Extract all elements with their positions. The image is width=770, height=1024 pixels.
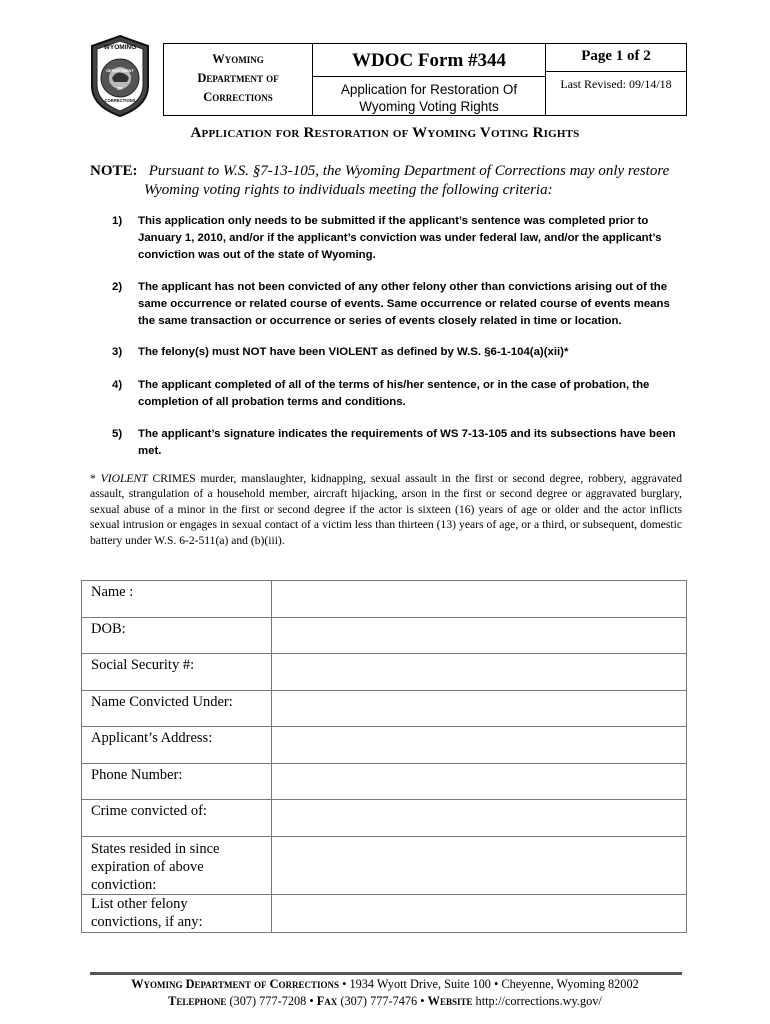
dept-line-3: Corrections: [203, 90, 273, 104]
criteria-num: 5): [112, 428, 123, 440]
criteria-line: The felony(s) must NOT have been VIOLENT as defined by W.S. §6-1-104(a)(xii)*: [138, 346, 569, 358]
logo-of-text: OF: [117, 86, 123, 91]
criteria-line: January 1, 2010, and/or if the applicant’s conviction was under federal law, and/or the applicant’s: [138, 232, 662, 244]
criteria-line: The applicant’s signature indicates the requirements of WS 7-13-105 and its subsections have been: [138, 428, 676, 440]
page-cell: [546, 44, 687, 116]
states-resided-field[interactable]: [272, 837, 687, 895]
header-table: [163, 43, 687, 116]
note-line-1: Pursuant to W.S. §7-13-105, the Wyoming Department of Corrections may only restore: [148, 163, 670, 179]
note-line-2: Wyoming voting rights to individuals meeting the following criteria:: [144, 182, 553, 198]
violent-text: CRIMES murder, manslaughter, kidnapping, sexual assault in the first or second degree, robbery, aggravated assault, strangulation of a household member, aircraft hijacking, arson in the first or second degree or aggravated burglary, sexual abuse of a minor in the first or second degree if the actor is sixteen (16) years of age or older and the actor inflicts sexual intrusion or engages in sexual contact of a victim less than thirteen (13) years of age, or a third, or subsequent, domestic battery under W.S. 6-2-511(a) and (b)(iii).: [90, 472, 682, 547]
form-cell: [313, 44, 546, 116]
name-label: Name :: [91, 584, 134, 600]
violent-label: VIOLENT: [100, 472, 148, 485]
dept-line-2: Department of: [197, 71, 279, 85]
field-label: [82, 691, 272, 727]
field-label: [82, 800, 272, 837]
dob-label: DOB:: [91, 621, 126, 637]
field-label: [82, 727, 272, 764]
form-subtitle: [313, 76, 545, 115]
ssn-label: Social Security #:: [91, 657, 195, 673]
footer-line-2: [0, 993, 770, 1010]
crime-label: Crime convicted of:: [91, 803, 207, 819]
name-convicted-field[interactable]: [272, 691, 687, 727]
dept-line-1: Wyoming: [212, 52, 264, 66]
criteria-num: 3): [112, 346, 123, 358]
logo-top-text: WYOMING: [103, 44, 137, 51]
field-label: [82, 618, 272, 654]
address-label: Applicant’s Address:: [91, 730, 213, 746]
footnote-star: *: [90, 472, 101, 485]
logo-bottom-text: CORRECTIONS: [104, 98, 136, 103]
criteria-num: 2): [112, 281, 123, 293]
logo-mid-text: DEPARTMENT: [106, 68, 134, 73]
other-felony-label: List other felony convictions, if any:: [91, 896, 203, 930]
other-felony-field[interactable]: [272, 895, 687, 933]
note-label: NOTE:: [90, 163, 138, 179]
address-field[interactable]: [272, 727, 687, 764]
field-label: [82, 581, 272, 618]
footer-fax-label: Fax: [316, 994, 338, 1008]
states-resided-label: States resided in since expiration of above conviction:: [91, 841, 220, 893]
wdoc-badge-logo: [88, 34, 152, 118]
form-subtitle-line-2: Wyoming Voting Rights: [359, 99, 499, 114]
ssn-field[interactable]: [272, 654, 687, 691]
department-cell: [164, 44, 313, 116]
note-block: [90, 162, 690, 200]
criteria-line: met.: [138, 445, 162, 457]
footer-org: Wyoming Department of Corrections: [131, 977, 340, 991]
footer-divider: [90, 972, 682, 975]
footer-address: • 1934 Wyott Drive, Suite 100 • Cheyenne, Wyoming 82002: [339, 977, 639, 991]
name-field[interactable]: [272, 581, 687, 618]
criteria-num: 4): [112, 379, 123, 391]
crime-field[interactable]: [272, 800, 687, 837]
field-label: [82, 654, 272, 691]
violent-crimes-definition: [90, 471, 682, 548]
criteria-line: This application only needs to be submitted if the applicant’s sentence was completed prior to: [138, 215, 649, 227]
criteria-line: completion of all probation terms and conditions.: [138, 396, 406, 408]
page-number: Page 1 of 2: [546, 48, 686, 72]
footer-web-label: Website: [427, 994, 473, 1008]
applicant-info-table: [81, 580, 687, 933]
footer-tel-label: Telephone: [168, 994, 227, 1008]
document-title: Application for Restoration of Wyoming Voting Rights: [190, 125, 580, 141]
last-revised: Last Revised: 09/14/18: [560, 77, 672, 91]
criteria-num: 1): [112, 215, 123, 227]
criteria-line: the same transaction or occurrence or series of events closely related in time or location.: [138, 315, 622, 327]
form-subtitle-line-1: Application for Restoration Of: [340, 82, 518, 97]
criteria-line: The applicant has not been convicted of any other felony other than convictions arising out of the: [138, 281, 668, 293]
field-label: [82, 837, 272, 895]
criteria-line: same occurrence or related course of events. Same occurrence or related course of events means: [138, 298, 670, 310]
criteria-line: conviction was out of the state of Wyoming.: [138, 249, 376, 261]
phone-label: Phone Number:: [91, 767, 183, 783]
footer-tel: (307) 777-7208 •: [226, 994, 317, 1008]
footer-website[interactable]: http://corrections.wy.gov/: [472, 994, 602, 1008]
phone-field[interactable]: [272, 764, 687, 800]
form-number: WDOC Form #344: [351, 50, 507, 71]
dob-field[interactable]: [272, 618, 687, 654]
footer-line-1: [0, 976, 770, 993]
criteria-line: The applicant completed of all of the terms of his/her sentence, or in the case of probation, the: [138, 379, 650, 391]
field-label: [82, 895, 272, 933]
field-label: [82, 764, 272, 800]
name-convicted-label: Name Convicted Under:: [91, 694, 233, 710]
footer-fax: (307) 777-7476 •: [337, 994, 428, 1008]
